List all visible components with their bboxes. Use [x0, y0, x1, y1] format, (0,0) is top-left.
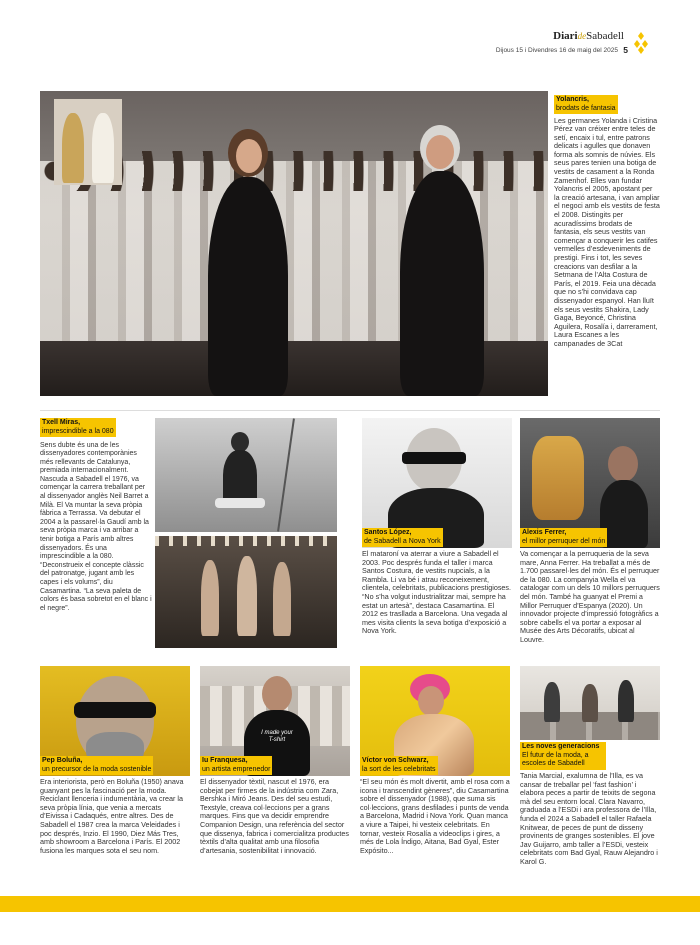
page-number: 5 [623, 45, 628, 55]
franquesa-body: El dissenyador tèxtil, nascut el 1976, era cobejat per firmes de la indústria com Zara, Bershka i Miró Jeans. Des del seu estudi, Texstyle, creava col·leccions per a grans marques. Fins que va decidir emprendre Companion Design, una referència del sector que dissenya, fabrica i comercialitza productes tèxtils d’alta qualitat amb una filosofia d’artesania, sostenibilitat i innovació. [200, 777, 350, 855]
generacions-label-wrap [520, 742, 606, 770]
ferrer-subtitle: el millor perruquer del món [522, 537, 606, 545]
lopez-glasses [402, 452, 466, 464]
section-divider [40, 410, 660, 411]
model-3 [273, 562, 291, 636]
franquesa-head [262, 676, 292, 712]
logo-sabadell: Sabadell [586, 30, 624, 42]
yolancris-title: Yolancris, [556, 96, 589, 103]
lopez-label-wrap [362, 528, 443, 548]
page-header [420, 30, 650, 64]
lopez-title: Santos López, [364, 529, 412, 536]
schwarz-face [418, 686, 444, 716]
generacions-subtitle: El futur de la moda, a escoles de Sabadell [522, 751, 589, 767]
student-3 [618, 680, 634, 722]
designer-left-face [236, 139, 262, 173]
miras-runway-photo [155, 536, 337, 648]
classroom-photo [520, 666, 660, 740]
boluna-label-wrap [40, 756, 153, 776]
wall-crack [277, 418, 295, 531]
newspaper-logo [553, 30, 624, 42]
yolancris-label [554, 95, 618, 114]
franquesa-subtitle: un artista emprenedor [202, 765, 271, 773]
city-emblem-icon [634, 32, 648, 56]
logo-diari: Diari [553, 30, 578, 42]
student-1 [544, 682, 560, 722]
gown-right [92, 113, 114, 183]
ferrer-head [608, 446, 638, 482]
student-2 [582, 684, 598, 722]
footer-accent-bar [0, 896, 700, 912]
lopez-body: El mataroní va aterrar a viure a Sabadell el 2003. Poc després funda el taller i marca Santos Costura, de vestits nupcials, a la Rambla. Li va bé i atrau reconeixement, clientela, celebritats, publicacions prestigioses. “No s’ha volgut industrialitzar mai, sempre ha estat un artesà”, destaca Casamartina. El 2012 es trasllada a Barcelona. Una vegada al mes visita clients la seva botiga d’exposició a Nova York. [362, 549, 512, 636]
generacions-body: Tania Marcial, exalumna de l’Illa, es va cansar de treballar pel ‘fast fashion’ i elabora peces a partir de teixits de segona mà del seu entorn local. Clara Navarro, graduada a l’ESDi i ara professora de l’Illa, funda el 2024 a Sabadell el taller Rafaela Knitwear, de peces de punt de disseny provinents de granges sostenibles. El jove Jav Guijarro, amb taller a l’ESDi, vesteix celebritats com Bad Gyal, Rauw Alejandro i Karol G. [520, 771, 658, 866]
boluna-label [40, 756, 153, 775]
designer-right-body [400, 171, 484, 396]
designer-right-face [426, 135, 454, 169]
boluna-title: Pep Boluña, [42, 757, 83, 764]
schwarz-label [360, 756, 438, 775]
yolancris-column [554, 95, 660, 349]
tshirt-print: I made your T-shirt [261, 730, 293, 743]
header-date: Dijous 15 i Divendres 16 de maig del 2025 [495, 47, 618, 54]
franquesa-label-wrap [200, 756, 272, 776]
miras-legs [215, 498, 265, 508]
runway-lights [155, 536, 337, 546]
yolancris-runway-photo [40, 91, 548, 396]
boluna-body: Era interiorista, però en Boluña (1950) anava guanyant pes la fascinació per la moda. Reciclant llenceria i indumentària, va crear la seva pròpia línia, que venia a mercats d’Eivissa i Cadaqués, entre altres. Des de Sabadell el 1987 crea la marca Veleidades i poc després, Inzio. El 1990, Diez Más Tres, amb showroom a Barcelona i París. El 2002 fusiona les marques sota el seu nom. [40, 777, 184, 855]
miras-column [40, 418, 152, 613]
boluna-subtitle: un precursor de la moda sostenible [42, 765, 152, 773]
ferrer-label-wrap [520, 528, 607, 548]
hair-sculpture [532, 436, 584, 520]
designer-left-body [208, 177, 288, 396]
logo-de: de [577, 31, 587, 41]
gown-left [62, 113, 84, 183]
franquesa-label [200, 756, 272, 775]
miras-head [231, 432, 249, 452]
miras-label [40, 418, 116, 437]
generacions-label [520, 742, 606, 770]
schwarz-label-wrap [360, 756, 438, 776]
generacions-title: Les noves generacions [522, 743, 600, 750]
boluna-glasses [74, 702, 156, 718]
miras-body: Sens dubte és una de les dissenyadores contemporànies més rellevants de Catalunya, premiada internacionalment. Nascuda a Sabadell el 1976, va començar la carrera treballant per al dissenyador anglès Neil Barret a Milà. El Va muntar la seva pròpia fàbrica a Terrassa. Va debutar el 2004 a la passarel·la Gaudí amb la seva pròpia marca i va arribar a tenir botiga a París amb altres dissenyadors. És una imprescindible a la 080. “Deconstrueix el concepte clàssic del patronatge, jugant amb les capes i els volums”, diu Casamartina. “La seva paleta de colors és basa sobretot en el blanc i el negre”. [40, 441, 152, 612]
model-1 [201, 560, 219, 636]
lopez-label [362, 528, 443, 547]
lopez-subtitle: de Sabadell a Nova York [364, 537, 441, 545]
model-2 [237, 556, 257, 636]
franquesa-title: Iu Franquesa, [202, 757, 248, 764]
miras-portrait-photo [155, 418, 337, 532]
yolancris-body: Les germanes Yolanda i Cristina Pérez van créixer entre teles de setí, encaix i tul, entre patrons delicats i agulles que donaven forma als somnis de núvies. Els seus pares tenien una botiga de vestits de casament a la Ronda Zamenhof. Elles van fundar Yolancris el 2005, apostant per la creació artesana, i van ampliar el negoci amb els vestits de festa el 2008. Distingits per acuradíssims brodats de fantasia, els seus vestits van començar a conquerir les catifes vermelles d’esdeveniments de prestigi. Fins i tot, les seves creacions van desfilar a la Setmana de l’Alta Costura de París, el 2019. Feia una dècada que no s’hi convidava cap dissenyador espanyol. Han lluït els seus vestits Shakira, Lady Gaga, Beyoncé, Christina Aguilera, Rosalía i, darrerament, Laura Escanes a les campanades de 3Cat [554, 115, 660, 348]
schwarz-body: “El seu món és molt divertit, amb el rosa com a icona i transcendint gèneres”, diu Casamartina sobre el dissenyador (1988), que suma sis col·leccions, grans desfilades i punts de venda a Barcelona, Madrid i Nova York. Quan manca a viure a Taipei, hi vesteix celebritats. En tornar, vesteix Rosalía a videoclips i gires, a més de Lola Índigo, Aitana, Bad Gyal, Ester Expósito... [360, 777, 510, 855]
miras-title: Txell Miras, [42, 419, 81, 426]
ferrer-body: Va començar a la perruqueria de la seva mare, Anna Ferrer. Ha treballat a més de 1.700 passarel·les del món. És el perruquer de la 080. La companyia Wella el va catalogar com un dels 10 millors perruquers del món. També ha guanyat el Premi a Millor Perruquer d’Espanya (2020). Un innovador projecte d’impressió fotogràfics a sobre cabells el va portar a exposar al Musée des Arts Décoratifs, ubicat al Louvre. [520, 549, 660, 644]
schwarz-title: Víctor von Schwarz, [362, 757, 429, 764]
schwarz-subtitle: la sort de les celebritats [362, 765, 436, 773]
ferrer-label [520, 528, 607, 547]
gowns-inset-photo [54, 99, 122, 185]
yolancris-subtitle: brodats de fantasia [556, 104, 616, 112]
ferrer-title: Alexis Ferrer, [522, 529, 567, 536]
miras-subtitle: imprescindible a la 080 [42, 427, 114, 435]
